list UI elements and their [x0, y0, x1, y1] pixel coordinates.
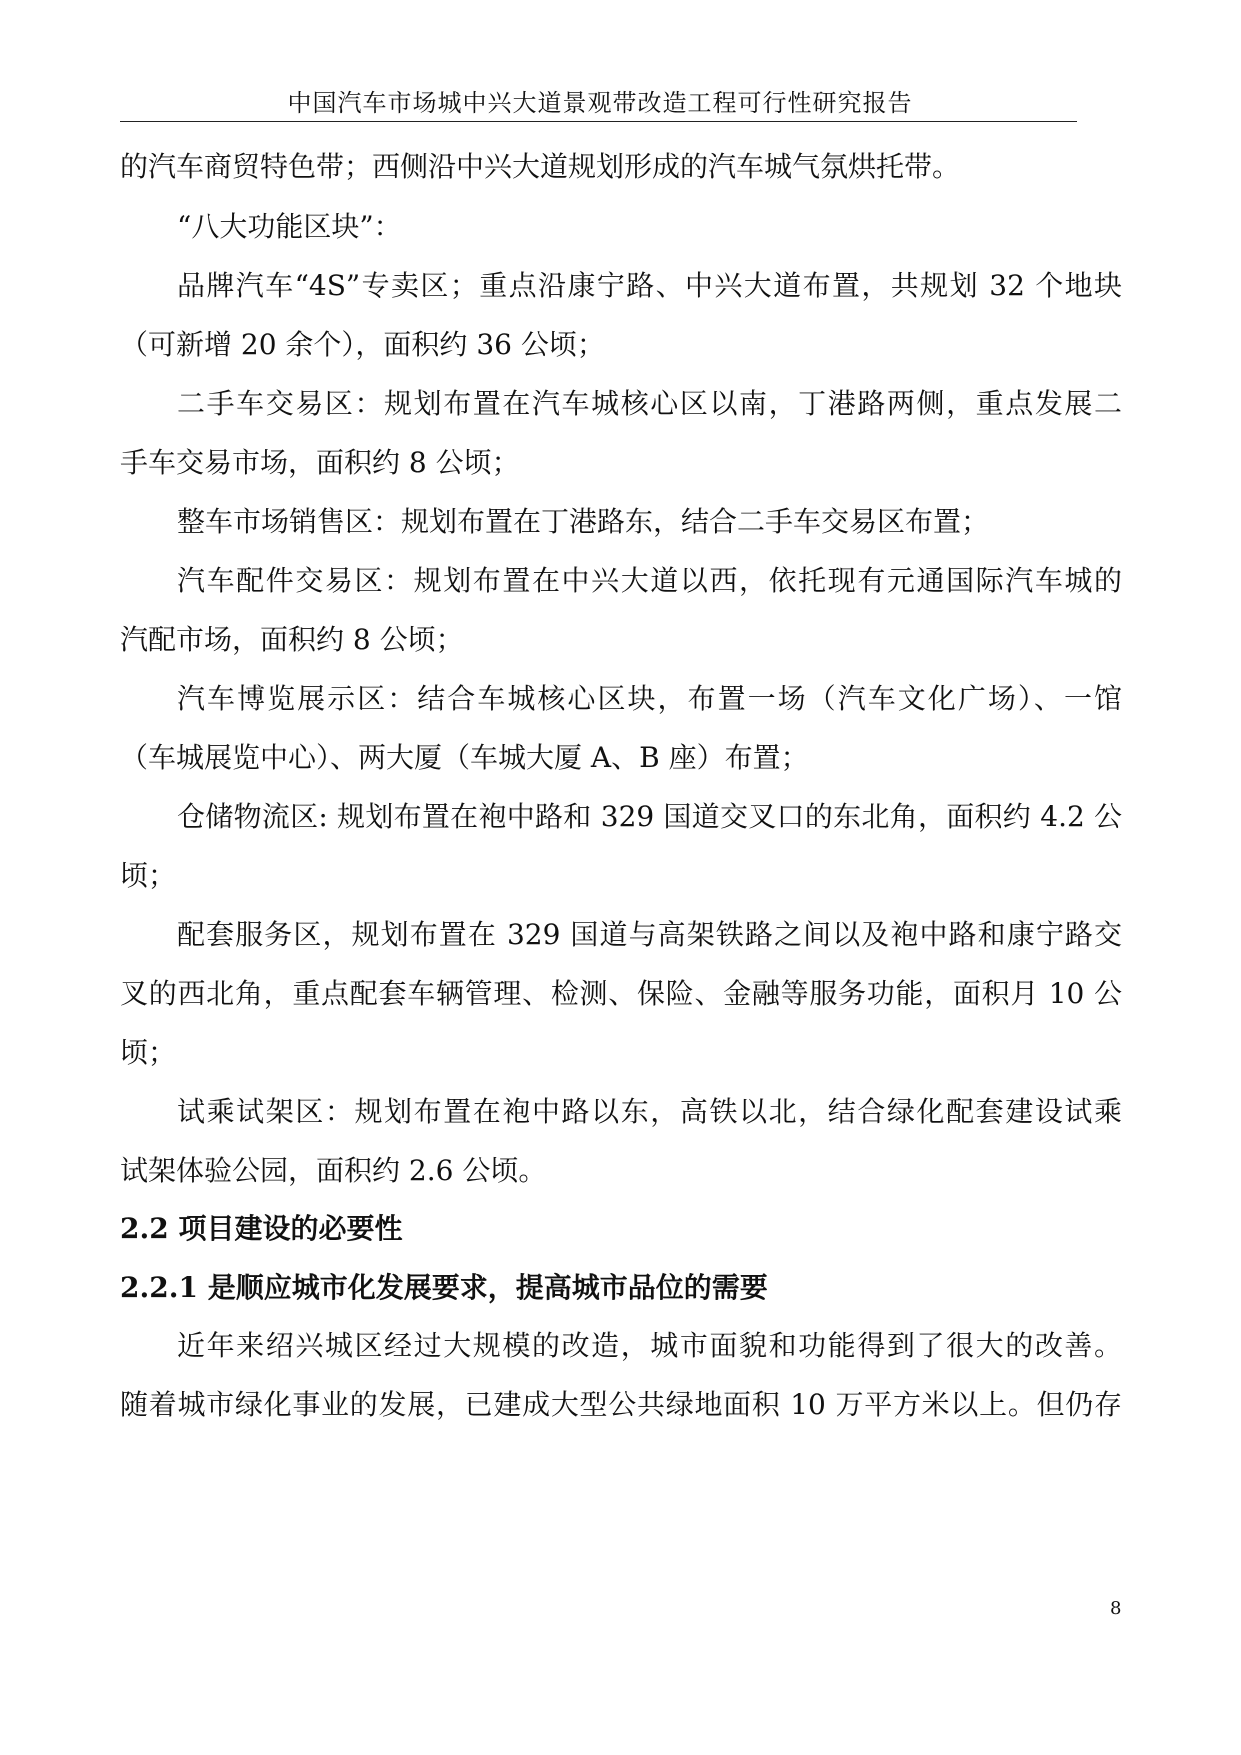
text-line: 汽车配件交易区：规划布置在中兴大道以西，依托现有元通国际汽车城的 [177, 564, 1122, 597]
text-line: 配套服务区，规划布置在 329 国道与高架铁路之间以及袍中路和康宁路交 [177, 918, 1122, 951]
text-line: 整车市场销售区：规划布置在丁港路东，结合二手车交易区布置； [177, 505, 990, 538]
page-number: 8 [1110, 1598, 1122, 1619]
text-line: 顷； [120, 1036, 177, 1069]
text-line: 汽配市场，面积约 8 公顷； [120, 623, 464, 656]
text-line: 仓储物流区: 规划布置在袍中路和 329 国道交叉口的东北角，面积约 4.2 公 [177, 800, 1122, 833]
text-line: 品牌汽车“4S”专卖区；重点沿康宁路、中兴大道布置，共规划 32 个地块 [177, 269, 1122, 302]
text-line: “八大功能区块”： [177, 210, 402, 243]
text-line: （车城展览中心）、两大厦（车城大厦 A、B 座）布置； [120, 741, 809, 774]
text-line: 试乘试架区：规划布置在袍中路以东，高铁以北，结合绿化配套建设试乘 [177, 1095, 1122, 1128]
text-line: 随着城市绿化事业的发展，已建成大型公共绿地面积 10 万平方米以上。但仍存 [120, 1388, 1122, 1421]
text-line: 手车交易市场，面积约 8 公顷； [120, 446, 520, 479]
text-line: 的汽车商贸特色带；西侧沿中兴大道规划形成的汽车城气氛烘托带。 [120, 150, 961, 183]
subsection-heading: 2.2.1 是顺应城市化发展要求，提高城市品位的需要 [120, 1271, 768, 1304]
text-line: 汽车博览展示区：结合车城核心区块，布置一场（汽车文化广场）、一馆 [177, 682, 1122, 715]
text-line: （可新增 20 余个），面积约 36 公顷； [120, 328, 605, 361]
document-header-title: 中国汽车市场城中兴大道景观带改造工程可行性研究报告 [287, 89, 913, 117]
text-line: 近年来绍兴城区经过大规模的改造，城市面貌和功能得到了很大的改善。 [177, 1329, 1122, 1362]
header-divider [120, 121, 1077, 122]
text-line: 叉的西北角，重点配套车辆管理、检测、保险、金融等服务功能，面积月 10 公 [120, 977, 1122, 1010]
section-heading: 2.2 项目建设的必要性 [120, 1212, 403, 1245]
text-line: 顷； [120, 859, 177, 892]
text-line: 二手车交易区：规划布置在汽车城核心区以南，丁港路两侧，重点发展二 [177, 387, 1122, 420]
text-line: 试架体验公园，面积约 2.6 公顷。 [120, 1154, 547, 1187]
